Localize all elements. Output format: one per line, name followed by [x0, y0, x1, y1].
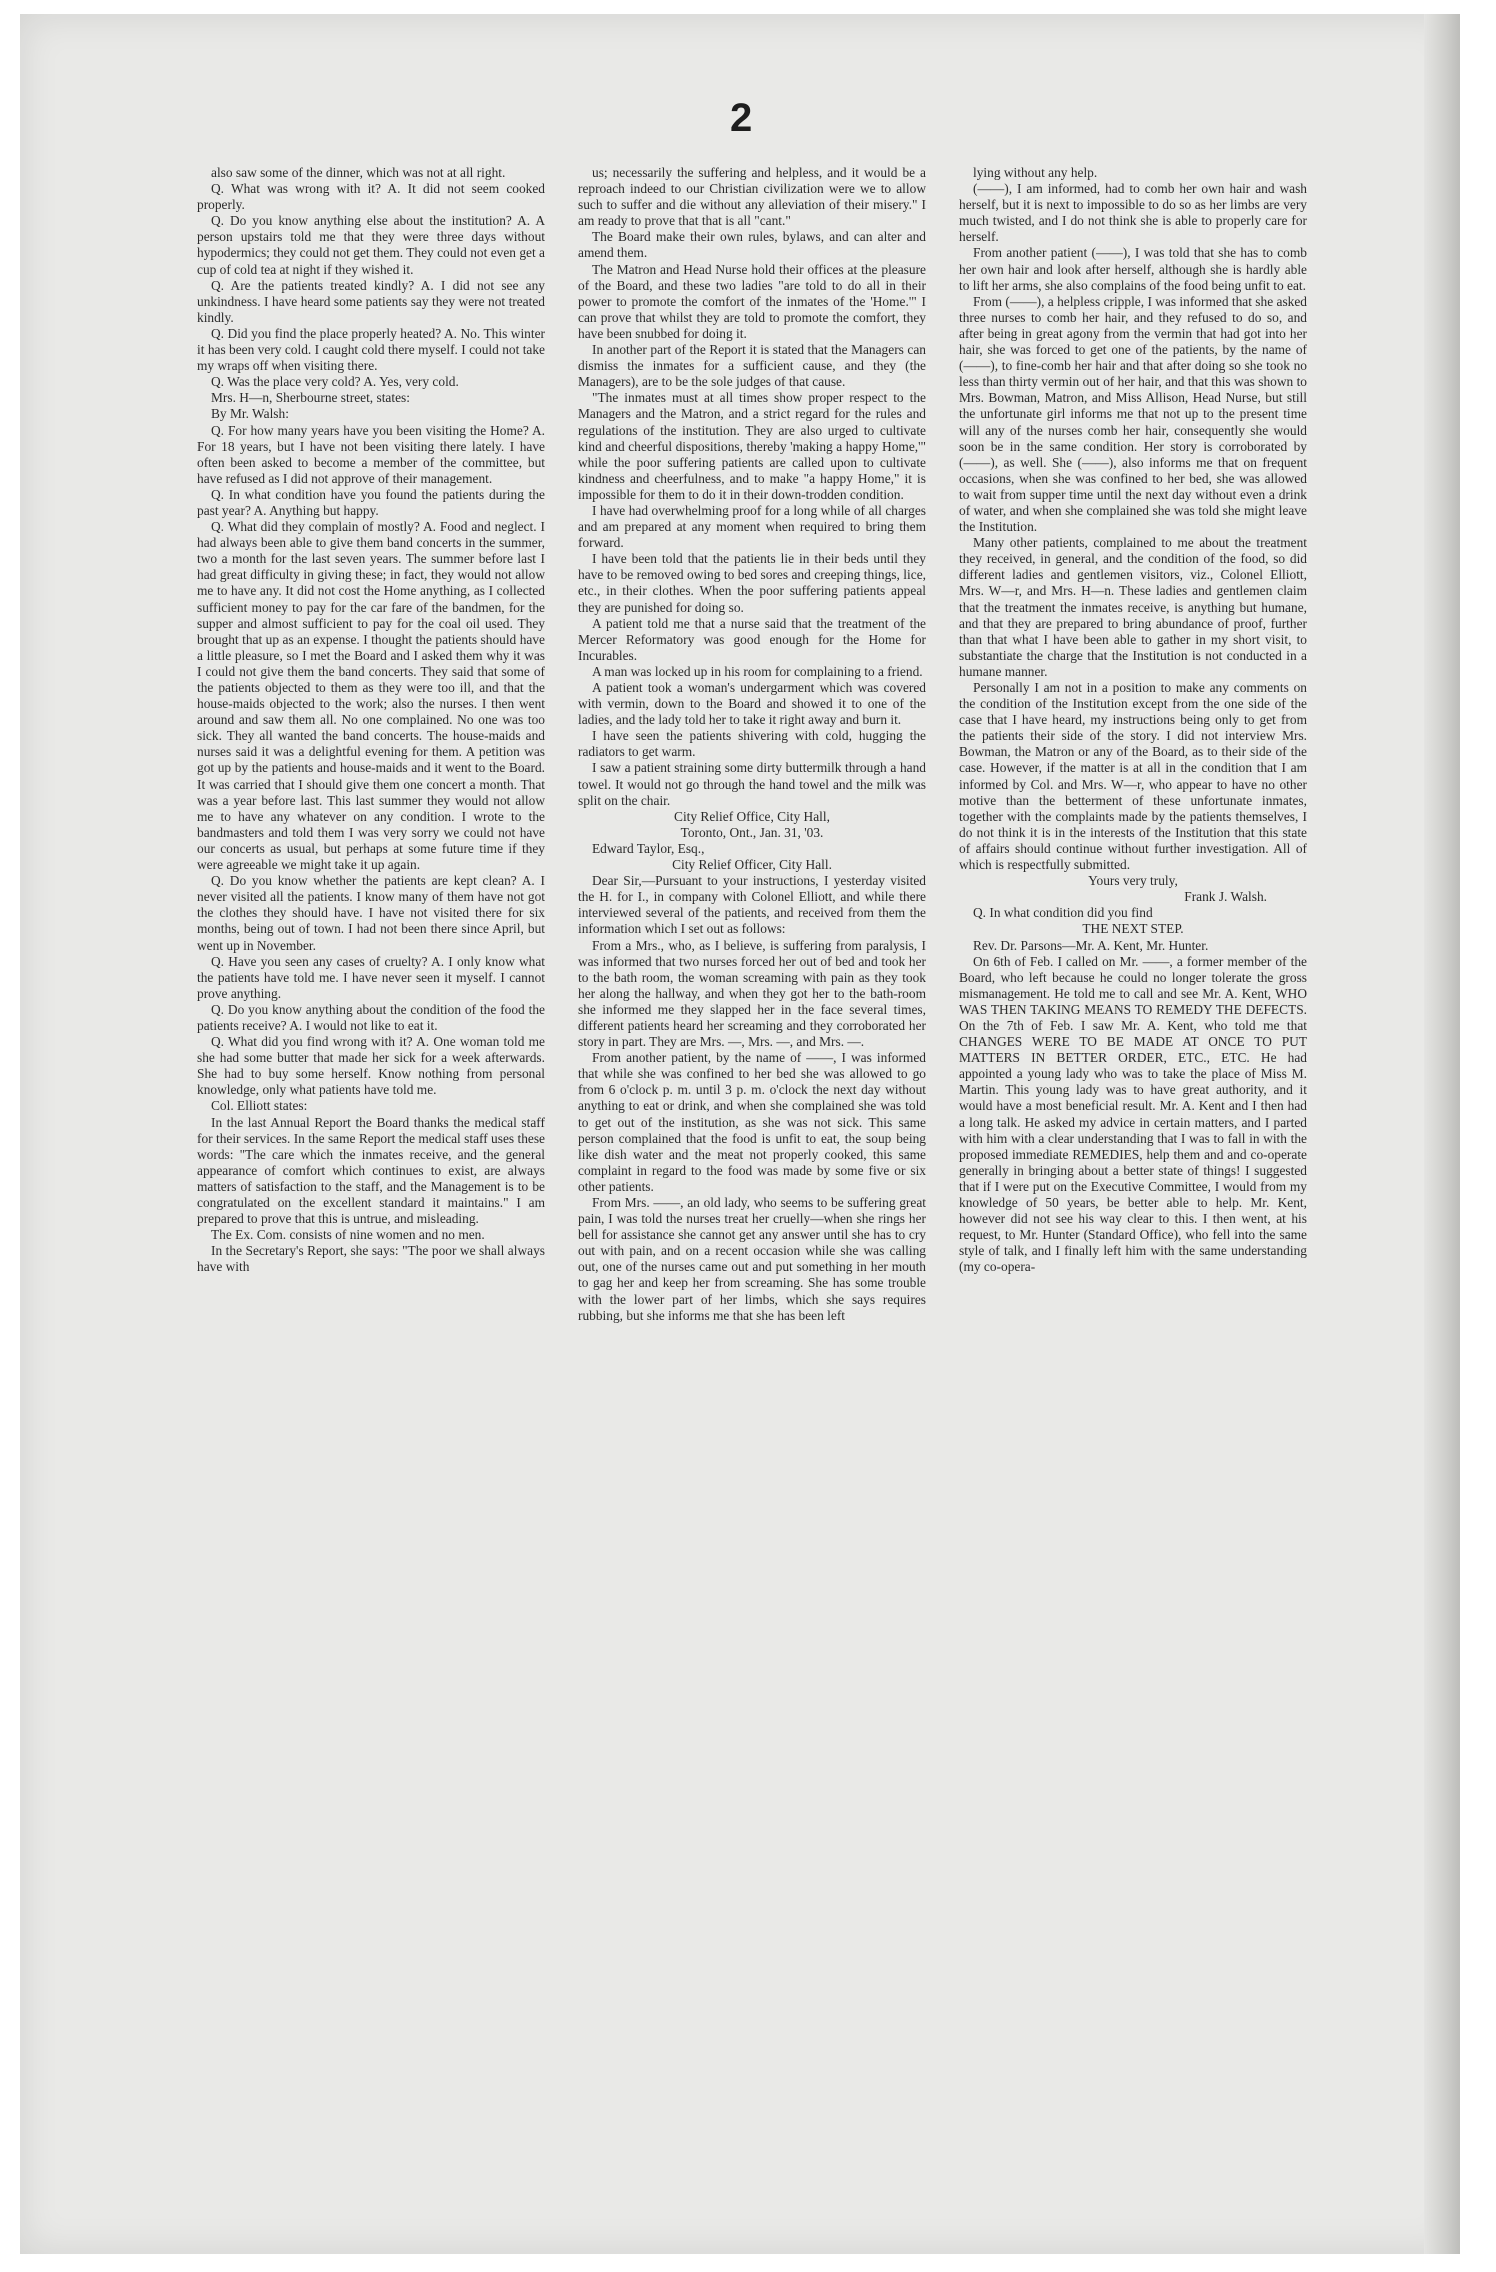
- paragraph: From (——), a helpless cripple, I was informed that she asked three nurses to comb her hair, and they refused to do so, and after being in great agony from the vermin that had got into her hair, she was forced to get one of the patients, by the name of (——), to fine-comb her hair and that after doing so she took no less than thirty vermin out of her hair, and that this was shown to Mrs. Bowman, Matron, and Miss Allison, Head Nurse, but still the unfortunate girl informs me that not up to the present time will any of the nurses comb her hair, consequently she would soon be in the same condition. Her story is corroborated by (——), as well. She (——), also informs me that on frequent occasions, when she was confined to her bed, she was allowed to wait from supper time until the next day without even a drink of water, and when she complained she was told she might leave the Institution.: [959, 293, 1307, 535]
- paragraph: From another patient, by the name of ——, I was informed that while she was confined to her bed she was allowed to go from 6 o'clock p. m. until 3 p. m. o'clock the next day without anything to eat or drink, and when she complained she was told to get out of the institution, as she was not sick. This same person complained that the food is unfit to eat, the soup being like dish water and the meat not properly cooked, this same complaint in regard to the food was made by some five or six other patients.: [578, 1050, 926, 1194]
- paragraph: A patient took a woman's undergarment which was covered with vermin, down to the Board and showed it to one of the ladies, and the lady told her to take it right away and burn it.: [578, 680, 926, 728]
- paragraph: Q. Have you seen any cases of cruelty? A. I only know what the patients have told me. I have never seen it myself. I cannot prove anything.: [197, 953, 545, 1001]
- paragraph: Frank J. Walsh.: [1184, 889, 1267, 905]
- paragraph: Rev. Dr. Parsons—Mr. A. Kent, Mr. Hunter.: [973, 937, 1209, 953]
- page-number: 2: [730, 96, 753, 140]
- paragraph: Q. What did they complain of mostly? A. Food and neglect. I had always been able to give them band concerts in the summer, two a month for the last seven years. The summer before last I had great difficulty in giving these; in fact, they would not allow me to have any. It did not cost the Home anything, as I collected sufficient money to pay for the car fare of the bandmen, for the supper and almost sufficient to pay for the coal oil used. They brought that up as an expense. I thought the patients should have a little pleasure, so I met the Board and I asked them why it was I could not give them the band concerts. They said that some of the patients objected to them as they were too ill, and that the house-maids objected to the work; also the nurses. I then went around and saw them all. No one complained. No one was too sick. They all wanted the band concerts. The house-maids and nurses said it was a delightful evening for them. A petition was got up by the patients and house-maids and it went to the Board. It was carried that I should give them one concert a month. That was a year before last. This last summer they would not allow me to have any whatever on any condition. I wrote to the bandmasters and told them I was very sorry we could not have our concerts as usual, but perhaps at some future time if they were agreeable we might take it up again.: [197, 519, 545, 873]
- paragraph: I have had overwhelming proof for a long while of all charges and am prepared at any moment when required to bring them forward.: [578, 502, 926, 551]
- paragraph: Dear Sir,—Pursuant to your instructions, I yesterday visited the H. for I., in company with Colonel Elliott, and while there interviewed several of the patients, and received from them the information which I set out as follows:: [578, 873, 926, 937]
- paragraph: A man was locked up in his room for complaining to a friend.: [592, 663, 923, 679]
- paragraph: The Matron and Head Nurse hold their offices at the pleasure of the Board, and these two ladies "are told to do all in their power to promote the comfort of the inmates of the 'Home.'" I can prove that whilst they are told to promote the comfort, they have been snubbed for doing it.: [578, 261, 926, 341]
- paragraph: also saw some of the dinner, which was not at all right.: [211, 165, 506, 180]
- paragraph: From another patient (——), I was told that she has to comb her own hair and look after herself, although she is hardly able to lift her arms, she also complains of the food being unfit to eat.: [959, 245, 1307, 293]
- paragraph: Mrs. H—n, Sherbourne street, states:: [211, 390, 410, 406]
- paragraph: In the Secretary's Report, she says: "The poor we shall always have with: [197, 1243, 545, 1275]
- text-column-1: [197, 165, 545, 2165]
- paragraph: The Ex. Com. consists of nine women and no men.: [211, 1227, 485, 1243]
- paragraph: Toronto, Ont., Jan. 31, '03.: [680, 824, 824, 840]
- paragraph: "The inmates must at all times show proper respect to the Managers and the Matron, and a strict regard for the rules and regulations of the institution. They are also urged to cultivate kind and cheerful dispositions, thereby 'making a happy Home,'" while the poor suffering patients are called upon to cultivate kindness and cheerfulness, and to make "a happy Home," it is impossible for them to do it in their down-trodden condition.: [578, 390, 926, 502]
- paragraph: City Relief Officer, City Hall.: [672, 857, 832, 873]
- paragraph: In the last Annual Report the Board thanks the medical staff for their services. In the same Report the medical staff uses these words: "The care which the inmates receive, and the general appearance of comfort which continues to exist, are always matters of satisfaction to the staff, and the Management is to be congratulated on the excellent standard it maintains." I am prepared to prove that this is untrue, and misleading.: [197, 1114, 545, 1227]
- paragraph: Q. Do you know anything about the condition of the food the patients receive? A. I would not like to eat it.: [197, 1001, 545, 1033]
- paragraph: From a Mrs., who, as I believe, is suffering from paralysis, I was informed that two nurses forced her out of bed and took her to the bath room, the woman screaming with pain as they took her along the hallway, and when they got her to the bath-room she informed me they slapped her in the face several times, different patients heard her screaming and they corroborated her story in part. They are Mrs. —, Mrs. —, and Mrs. —.: [578, 937, 926, 1050]
- text-column-2: [578, 165, 926, 2165]
- paragraph: Q. In what condition did you find: [973, 905, 1153, 921]
- paragraph: Col. Elliott states:: [211, 1098, 308, 1114]
- paragraph: I have seen the patients shivering with cold, hugging the radiators to get warm.: [578, 728, 926, 760]
- paragraph: THE NEXT STEP.: [1082, 921, 1184, 937]
- paragraph: Q. What did you find wrong with it? A. One woman told me she had some butter that made her sick for a week afterwards. She had to buy some herself. Know nothing from personal knowledge, only what patients have told me.: [197, 1034, 545, 1098]
- paragraph: I have been told that the patients lie in their beds until they have to be removed owing to bed sores and creeping things, lice, etc., in their clothes. When the poor suffering patients appeal they are punished for doing so.: [578, 551, 926, 615]
- paragraph: Personally I am not in a position to make any comments on the condition of the Institution except from the one side of the case that I have heard, my instructions being only to get from the patients their side of the story. I did not interview Mrs. Bowman, the Matron or any of the Board, as to their side of the case. However, if the matter is at all in the condition that I am informed by Col. and Mrs. W—r, who appear to have no other motive than the betterment of these unfortunate inmates, together with the complaints made by the patients themselves, I do not think it is in the interests of the Institution that this state of affairs should continue without further investigation. All of which is respectfully submitted.: [959, 680, 1307, 873]
- paragraph: Yours very truly,: [1088, 873, 1178, 889]
- paragraph: Q. Are the patients treated kindly? A. I did not see any unkindness. I have heard some patients say they were not treated kindly.: [197, 277, 545, 325]
- paragraph: From Mrs. ——, an old lady, who seems to be suffering great pain, I was told the nurses treat her cruelly—when she rings her bell for assistance she cannot get any answer until she has to cry out with pain, and on a recent occasion while she was calling out, one of the nurses came out and put something in her mouth to gag her and keep her from screaming. She has some trouble with the lower part of her limbs, which she says requires rubbing, but she informs me that she has been left: [578, 1195, 926, 1323]
- paragraph: Edward Taylor, Esq.,: [592, 840, 705, 856]
- paragraph: The Board make their own rules, bylaws, and can alter and amend them.: [578, 229, 926, 261]
- paragraph: By Mr. Walsh:: [211, 406, 289, 422]
- paragraph: Q. Do you know whether the patients are kept clean? A. I never visited all the patients. I know many of them have not got the clothes they should have. I have not visited there for six months, being out of town. I had not been there since April, but went up in November.: [197, 873, 545, 953]
- paragraph: City Relief Office, City Hall,: [674, 808, 830, 824]
- paragraph: Q. In what condition have you found the patients during the past year? A. Anything but happy.: [197, 486, 545, 518]
- page-edge-shadow: [1424, 14, 1460, 2254]
- paragraph: us; necessarily the suffering and helpless, and it would be a reproach indeed to our Christian civilization were we to allow such to suffer and die without any alleviation of their misery." I am ready to prove that that is all "cant.": [578, 165, 926, 229]
- paragraph: Q. Do you know anything else about the institution? A. A person upstairs told me that they were three days without hypodermics; they could not get them. They could not even get a cup of cold tea at night if they wished it.: [197, 213, 545, 277]
- paragraph: I saw a patient straining some dirty buttermilk through a hand towel. It would not go through the hand towel and the milk was split on the chair.: [578, 760, 926, 808]
- text-column-3: [959, 165, 1307, 2165]
- paragraph: lying without any help.: [973, 165, 1098, 180]
- paragraph: Q. What was wrong with it? A. It did not seem cooked properly.: [197, 181, 545, 213]
- paragraph: Q. Was the place very cold? A. Yes, very cold.: [211, 374, 459, 390]
- paragraph: Q. Did you find the place properly heated? A. No. This winter it has been very cold. I caught cold there myself. I could not take my wraps off when visiting there.: [197, 325, 545, 374]
- paragraph: Q. For how many years have you been visiting the Home? A. For 18 years, but I have not been visiting there lately. I have often been asked to become a member of the committee, but have refused as I did not approve of their management.: [197, 422, 545, 486]
- paragraph: On 6th of Feb. I called on Mr. ——, a former member of the Board, who left because he could no longer tolerate the gross mismanagement. He told me to call and see Mr. A. Kent, WHO WAS THEN TAKING MEANS TO REMEDY THE DEFECTS. On the 7th of Feb. I saw Mr. A. Kent, who told me that CHANGES WERE TO BE MADE AT ONCE TO PUT MATTERS IN BETTER ORDER, ETC., ETC. He had appointed a young lady who was to take the place of Miss M. Martin. This young lady was to have great authority, and it would have a most beneficial result. Mr. A. Kent and I then had a long talk. He asked my advice in certain matters, and I parted with him with a clear understanding that I was to fall in with the proposed immediate REMEDIES, help them and and co-operate generally in bringing about a better state of things! I suggested that if I were put on the Executive Committee, I would from my knowledge of 50 years, be better able to help. Mr. Kent, however did not see his way clear to this. I then went, at his request, to Mr. Hunter (Standard Office), who fell into the same style of talk, and I finally left him with the same understanding (my co-opera-: [959, 953, 1307, 1275]
- paragraph: In another part of the Report it is stated that the Managers can dismiss the inmates for a sufficient cause, and they (the Managers), are to be the sole judges of that cause.: [578, 342, 926, 390]
- paragraph: (——), I am informed, had to comb her own hair and wash herself, but it is next to impossible to do so as her limbs are very much twisted, and I do not think she is able to properly care for herself.: [959, 181, 1307, 245]
- paragraph: A patient told me that a nurse said that the treatment of the Mercer Reformatory was good enough for the Home for Incurables.: [578, 615, 926, 663]
- paragraph: Many other patients, complained to me about the treatment they received, in general, and the condition of the food, so did different ladies and gentlemen visitors, viz., Colonel Elliott, Mrs. W—r, and Mrs. H—n. These ladies and gentlemen claim that the treatment the inmates receive, is anything but humane, and that they are prepared to bring abundance of proof, further than that what I have been able to gather in my short visit, to substantiate the charge that the Institution is not conducted in a humane manner.: [959, 535, 1307, 679]
